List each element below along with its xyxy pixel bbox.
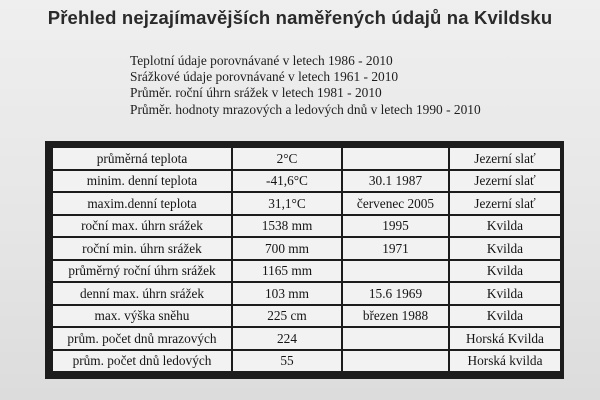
row-place: Kvilda: [450, 216, 560, 237]
page-title: Přehled nejzajímavějších naměřených údajů na Kvildsku: [47, 7, 553, 28]
row-value: 103 mm: [233, 283, 341, 304]
row-place: Horská Kvilda: [450, 328, 560, 349]
row-value: 1165 mm: [233, 261, 341, 282]
row-value: 700 mm: [233, 238, 341, 259]
table-row: [53, 171, 560, 192]
table-row: [53, 193, 560, 214]
row-date: [343, 261, 448, 282]
note-line: Průměr. hodnoty mrazových a ledových dnů v letech 1990 - 2010: [130, 101, 481, 117]
row-value: 31,1°C: [233, 193, 341, 214]
row-date: březen 1988: [343, 306, 448, 327]
note-line: Srážkové údaje porovnávané v letech 1961 - 2010: [130, 69, 399, 85]
row-label: roční min. úhrn srážek: [53, 238, 231, 259]
row-value: -41,6°C: [233, 171, 341, 192]
row-place: Kvilda: [450, 306, 560, 327]
notes-block: [130, 53, 481, 118]
table-row: [53, 238, 560, 259]
table-row: [53, 306, 560, 327]
row-date: [343, 148, 448, 169]
row-date: [343, 328, 448, 349]
table-row: [53, 283, 560, 304]
row-label: prům. počet dnů mrazových: [53, 328, 231, 349]
row-label: roční max. úhrn srážek: [53, 216, 231, 237]
table-row: [53, 351, 560, 372]
row-label: prům. počet dnů ledových: [53, 351, 231, 372]
row-value: 225 cm: [233, 306, 341, 327]
row-place: Kvilda: [450, 261, 560, 282]
row-date: 1995: [343, 216, 448, 237]
note-line: Průměr. roční úhrn srážek v letech 1981 - 2010: [130, 85, 382, 101]
data-table-frame: [45, 141, 564, 379]
row-label: minim. denní teplota: [53, 171, 231, 192]
row-place: Jezerní slať: [450, 193, 560, 214]
row-place: Jezerní slať: [450, 171, 560, 192]
note-line: Teplotní údaje porovnávané v letech 1986 - 2010: [130, 53, 393, 68]
data-table: [51, 146, 562, 373]
row-date: 1971: [343, 238, 448, 259]
row-label: průměrný roční úhrn srážek: [53, 261, 231, 282]
row-place: Jezerní slať: [450, 148, 560, 169]
table-row: [53, 216, 560, 237]
table-row: [53, 148, 560, 169]
row-place: Kvilda: [450, 283, 560, 304]
row-date: 30.1 1987: [343, 171, 448, 192]
row-value: 224: [233, 328, 341, 349]
row-date: [343, 351, 448, 372]
row-label: průměrná teplota: [53, 148, 231, 169]
row-place: Kvilda: [450, 238, 560, 259]
row-value: 1538 mm: [233, 216, 341, 237]
table-row: [53, 261, 560, 282]
row-date: 15.6 1969: [343, 283, 448, 304]
row-value: 2°C: [233, 148, 341, 169]
row-date: červenec 2005: [343, 193, 448, 214]
row-label: maxim.denní teplota: [53, 193, 231, 214]
row-label: max. výška sněhu: [53, 306, 231, 327]
row-value: 55: [233, 351, 341, 372]
row-label: denní max. úhrn srážek: [53, 283, 231, 304]
table-row: [53, 328, 560, 349]
row-place: Horská kvilda: [450, 351, 560, 372]
